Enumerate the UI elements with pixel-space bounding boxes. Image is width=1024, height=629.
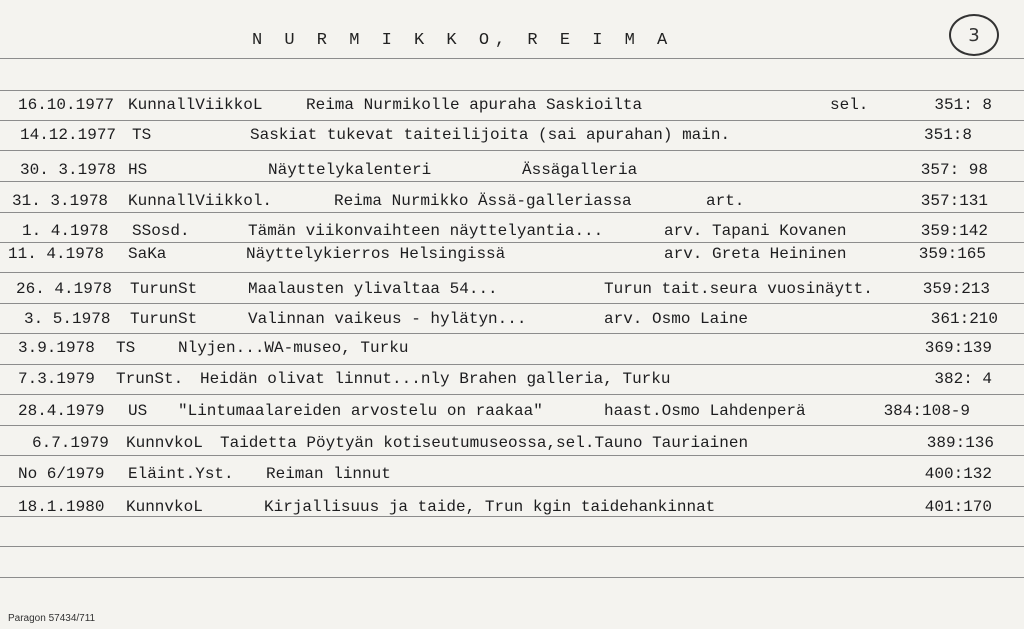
entry-ref: 357: 98: [920, 161, 988, 179]
list-item: [0, 219, 1024, 243]
entry-ref: 351: 8: [934, 96, 992, 114]
entry-date: 16.10.1977: [18, 96, 115, 114]
list-item: [0, 242, 1024, 266]
entry-date: 18.1.1980: [18, 498, 105, 516]
rule-line: [0, 486, 1024, 487]
rule-line: [0, 58, 1024, 59]
entry-source: TS: [116, 339, 136, 357]
rule-line: [0, 90, 1024, 91]
entry-date: No 6/1979: [18, 465, 105, 483]
entry-text: Valinnan vaikeus - hylätyn...: [248, 310, 527, 328]
entry-text: Näyttelykierros Helsingissä: [246, 245, 506, 263]
entry-date: 6.7.1979: [32, 434, 109, 452]
card-number: 3: [949, 14, 999, 56]
entry-date: 30. 3.1978: [20, 161, 117, 179]
entry-ref: 359:165: [918, 245, 986, 263]
entry-date: 1. 4.1978: [22, 222, 109, 240]
rule-line: [0, 333, 1024, 334]
card-footer: Paragon 57434/711: [8, 613, 96, 624]
entry-source: KunnallViikkoL: [128, 96, 263, 114]
entry-text: Reima Nurmikko Ässä-galleriassa: [334, 192, 632, 210]
entry-ref: 382: 4: [934, 370, 992, 388]
list-item: [0, 123, 1024, 147]
entry-date: 14.12.1977: [20, 126, 117, 144]
entry-ref: 401:170: [924, 498, 992, 516]
entry-source: TS: [132, 126, 152, 144]
rule-line: [0, 425, 1024, 426]
entry-text: Reiman linnut: [266, 465, 391, 483]
list-item: [0, 495, 1024, 519]
entry-ref: 359:213: [922, 280, 990, 298]
entry-source: KunnvkoL: [126, 434, 203, 452]
entry-text: Tämän viikonvaihteen näyttelyantia...: [248, 222, 604, 240]
entry-date: 31. 3.1978: [12, 192, 109, 210]
list-item: [0, 93, 1024, 117]
entry-date: 7.3.1979: [18, 370, 95, 388]
entry-extra: Ässägalleria: [522, 161, 638, 179]
list-item: [0, 158, 1024, 182]
entry-source: SaKa: [128, 245, 167, 263]
list-item: [0, 277, 1024, 301]
entry-ref: 361:210: [930, 310, 998, 328]
entry-source: TurunSt: [130, 310, 198, 328]
entry-source: Eläint.Yst.: [128, 465, 234, 483]
entry-source: HS: [128, 161, 148, 179]
entry-extra: arv. Tapani Kovanen: [664, 222, 847, 240]
entry-ref: 357:131: [920, 192, 988, 210]
entry-extra: art.: [706, 192, 745, 210]
entry-source: KunnvkoL: [126, 498, 203, 516]
entry-date: 26. 4.1978: [16, 280, 113, 298]
entry-text: Nlyjen...WA-museo, Turku: [178, 339, 409, 357]
entry-source: SSosd.: [132, 222, 190, 240]
entry-text: Maalausten ylivaltaa 54...: [248, 280, 498, 298]
rule-line: [0, 272, 1024, 273]
entry-date: 11. 4.1978: [8, 245, 105, 263]
entry-source: TrunSt.: [116, 370, 184, 388]
entry-ref: 359:142: [920, 222, 988, 240]
entry-text: Heidän olivat linnut...nly Brahen galleria, Turku: [200, 370, 671, 388]
entry-text: Saskiat tukevat taiteilijoita (sai apurahan) main.: [250, 126, 731, 144]
list-item: [0, 189, 1024, 213]
rule-line: [0, 150, 1024, 151]
rule-line: [0, 455, 1024, 456]
entry-source: TurunSt: [130, 280, 198, 298]
rule-line: [0, 394, 1024, 395]
rule-line: [0, 546, 1024, 547]
rule-line: [0, 577, 1024, 578]
entry-source: US: [128, 402, 148, 420]
entry-ref: 351:8: [923, 126, 972, 144]
entry-text: Näyttelykalenteri: [268, 161, 432, 179]
entry-date: 3. 5.1978: [24, 310, 111, 328]
entry-text: Taidetta Pöytyän kotiseutumuseossa,sel.Tauno Tauriainen: [220, 434, 749, 452]
entry-source: KunnallViikkol.: [128, 192, 273, 210]
entry-extra: sel.: [830, 96, 869, 114]
rule-line: [0, 303, 1024, 304]
entry-extra: Turun tait.seura vuosinäytt.: [604, 280, 873, 298]
entry-text: "Lintumaalareiden arvostelu on raakaa": [178, 402, 543, 420]
list-item: [0, 367, 1024, 391]
card-title: N U R M I K K O, R E I M A: [252, 31, 674, 50]
list-item: [0, 431, 1024, 455]
rule-line: [0, 364, 1024, 365]
entry-date: 28.4.1979: [18, 402, 105, 420]
entry-text: Kirjallisuus ja taide, Trun kgin taidehankinnat: [264, 498, 716, 516]
list-item: [0, 399, 1024, 423]
entry-ref: 389:136: [926, 434, 994, 452]
entry-ref: 369:139: [924, 339, 992, 357]
list-item: [0, 336, 1024, 360]
list-item: [0, 462, 1024, 486]
rule-line: [0, 120, 1024, 121]
entry-ref: 400:132: [924, 465, 992, 483]
entry-extra: haast.Osmo Lahdenperä: [604, 402, 806, 420]
list-item: [0, 307, 1024, 331]
entry-extra: arv. Greta Heininen: [664, 245, 847, 263]
entry-ref: 384:108-9: [883, 402, 970, 420]
entry-date: 3.9.1978: [18, 339, 95, 357]
entry-text: Reima Nurmikolle apuraha Saskioilta: [306, 96, 643, 114]
entry-extra: arv. Osmo Laine: [604, 310, 749, 328]
